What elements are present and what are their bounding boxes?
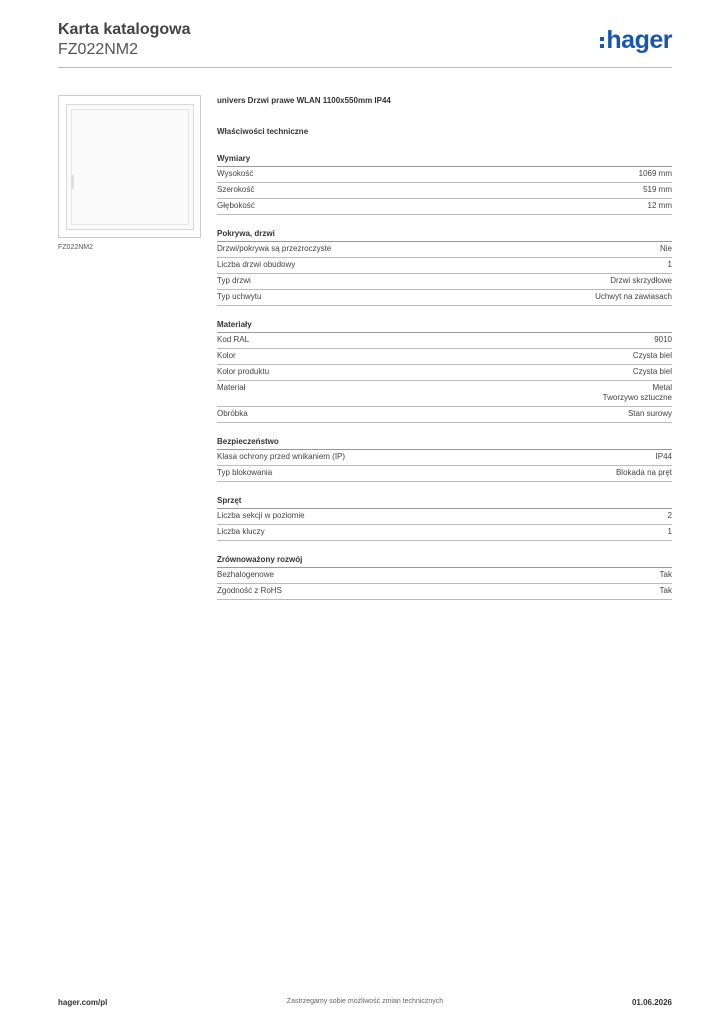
property-label: Wysokość bbox=[217, 169, 254, 178]
property-label: Głębokość bbox=[217, 201, 255, 210]
property-value bbox=[616, 468, 672, 478]
property-value-line: Tak bbox=[659, 586, 672, 595]
property-row bbox=[217, 584, 672, 600]
property-row bbox=[217, 466, 672, 482]
property-label: Kod RAL bbox=[217, 335, 250, 344]
property-value bbox=[610, 276, 672, 286]
property-value bbox=[660, 586, 672, 596]
property-label: Liczba drzwi obudowy bbox=[217, 260, 296, 269]
property-value bbox=[603, 383, 672, 403]
group-title: Pokrywa, drzwi bbox=[217, 229, 672, 242]
property-value-line: Nie bbox=[659, 244, 672, 253]
logo-dots-icon bbox=[600, 37, 604, 48]
property-row bbox=[217, 274, 672, 290]
property-value-line: Blokada na pręt bbox=[615, 468, 672, 477]
property-value bbox=[660, 244, 672, 254]
property-group bbox=[217, 154, 672, 215]
property-value-line: 9010 bbox=[654, 335, 672, 344]
property-value bbox=[668, 511, 672, 521]
product-image bbox=[58, 95, 201, 238]
property-value-line: Uchwyt na zawiasach bbox=[595, 292, 672, 301]
property-value-line: 2 bbox=[667, 511, 672, 520]
document-title: Karta katalogowa bbox=[58, 21, 191, 38]
property-value-line: Czysta biel bbox=[632, 351, 672, 360]
property-label: Liczba sekcji w poziomie bbox=[217, 511, 305, 520]
group-title: Sprzęt bbox=[217, 496, 672, 509]
property-label: Zgodność z RoHS bbox=[217, 586, 282, 595]
property-group bbox=[217, 496, 672, 541]
property-value bbox=[639, 169, 672, 179]
property-value-line: 12 mm bbox=[647, 201, 672, 210]
property-value bbox=[643, 185, 672, 195]
group-title: Wymiary bbox=[217, 154, 672, 167]
property-row bbox=[217, 333, 672, 349]
logo-text: hager bbox=[606, 26, 672, 54]
property-value-line: 519 mm bbox=[643, 185, 672, 194]
property-row bbox=[217, 407, 672, 423]
property-row bbox=[217, 568, 672, 584]
property-value-line: Tworzywo sztuczne bbox=[602, 393, 672, 402]
property-group bbox=[217, 320, 672, 423]
property-value bbox=[668, 260, 672, 270]
property-row bbox=[217, 290, 672, 306]
property-row bbox=[217, 509, 672, 525]
property-row bbox=[217, 450, 672, 466]
footer-date: 01.06.2026 bbox=[631, 998, 672, 1007]
property-label: Bezhalogenowe bbox=[217, 570, 274, 579]
property-value-line: Czysta biel bbox=[632, 367, 672, 376]
property-group bbox=[217, 437, 672, 482]
property-value bbox=[633, 367, 672, 377]
product-title: univers Drzwi prawe WLAN 1100x550mm IP44 bbox=[217, 96, 391, 105]
property-row bbox=[217, 242, 672, 258]
group-title: Bezpieczeństwo bbox=[217, 437, 672, 450]
property-value bbox=[595, 292, 672, 302]
property-value-line: Stan surowy bbox=[627, 409, 672, 418]
property-label: Obróbka bbox=[217, 409, 248, 418]
property-value-line: 1 bbox=[667, 527, 672, 536]
property-row bbox=[217, 167, 672, 183]
property-value-line: 1069 mm bbox=[638, 169, 672, 178]
property-label: Kolor produktu bbox=[217, 367, 270, 376]
product-code: FZ022NM2 bbox=[58, 41, 139, 58]
property-label: Kolor bbox=[217, 351, 236, 360]
section-heading: Właściwości techniczne bbox=[217, 127, 309, 136]
property-row bbox=[217, 199, 672, 215]
property-label: Liczba kluczy bbox=[217, 527, 265, 536]
property-row bbox=[217, 365, 672, 381]
property-row bbox=[217, 258, 672, 274]
property-value bbox=[628, 409, 672, 419]
hager-logo bbox=[600, 26, 672, 55]
property-label: Typ uchwytu bbox=[217, 292, 262, 301]
technical-properties bbox=[217, 96, 672, 614]
property-value bbox=[648, 201, 672, 211]
property-label: Drzwi/pokrywa są przezroczyste bbox=[217, 244, 332, 253]
property-label: Typ drzwi bbox=[217, 276, 251, 285]
property-value bbox=[654, 335, 672, 345]
property-value-line: Metal bbox=[652, 383, 672, 392]
property-label: Szerokość bbox=[217, 185, 255, 194]
property-value-line: Drzwi skrzydłowe bbox=[610, 276, 672, 285]
group-title: Materiały bbox=[217, 320, 672, 333]
property-row bbox=[217, 349, 672, 365]
property-value bbox=[633, 351, 672, 361]
property-value bbox=[668, 527, 672, 537]
property-label: Klasa ochrony przed wnikaniem (IP) bbox=[217, 452, 346, 461]
property-value bbox=[660, 570, 672, 580]
door-panel-icon bbox=[66, 104, 194, 230]
product-image-caption: FZ022NM2 bbox=[58, 244, 94, 251]
property-value-line: 1 bbox=[667, 260, 672, 269]
property-group bbox=[217, 229, 672, 306]
header-divider bbox=[58, 67, 672, 68]
property-row bbox=[217, 381, 672, 407]
property-groups bbox=[217, 154, 672, 600]
footer-url: hager.com/pl bbox=[58, 998, 108, 1007]
property-row bbox=[217, 183, 672, 199]
property-value-line: IP44 bbox=[655, 452, 672, 461]
property-value-line: Tak bbox=[659, 570, 672, 579]
property-group bbox=[217, 555, 672, 600]
group-title: Zrównoważony rozwój bbox=[217, 555, 672, 568]
property-label: Materiał bbox=[217, 383, 246, 392]
page-header bbox=[58, 20, 672, 60]
footer-note: Zastrzegamy sobie możliwość zmian technicznych bbox=[286, 998, 444, 1005]
property-label: Typ blokowania bbox=[217, 468, 273, 477]
property-value bbox=[656, 452, 672, 462]
property-row bbox=[217, 525, 672, 541]
